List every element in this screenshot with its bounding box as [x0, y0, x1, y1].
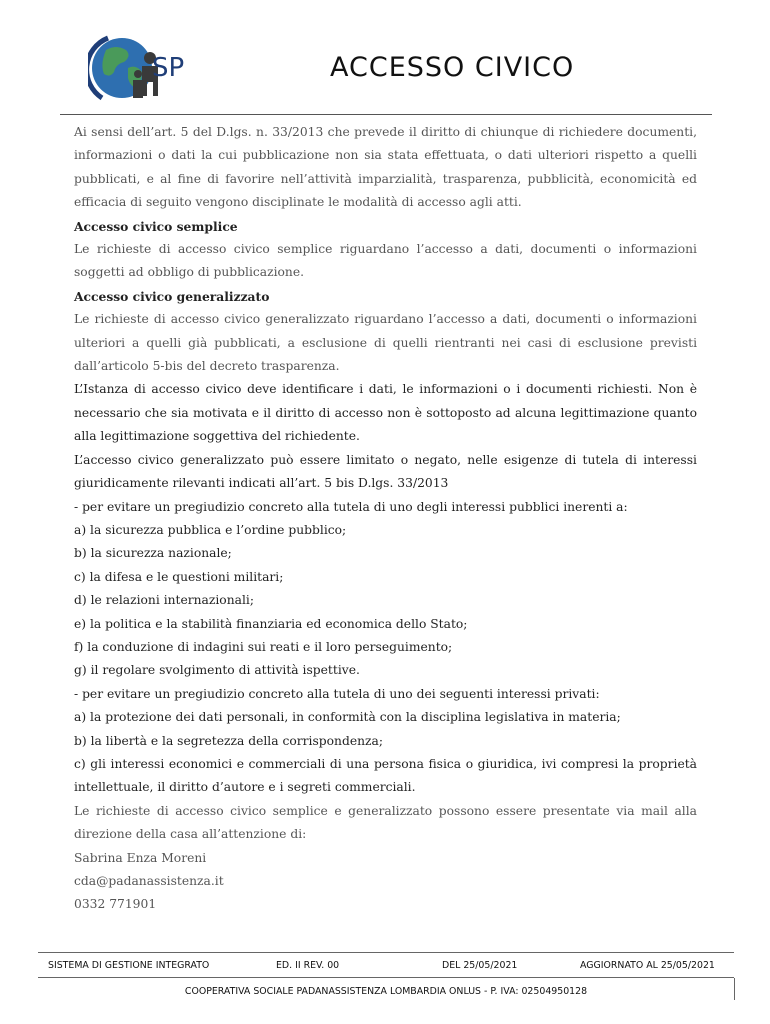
footer-cooperativa	[38, 978, 735, 1000]
logo-text: SP	[152, 53, 185, 83]
footer-edizione: ED. II REV. 00	[276, 960, 340, 971]
intro-paragraph: Ai sensi dell’art. 5 del D.lgs. n. 33/2013 che prevede il diritto di chiunque di richiedere documenti, informazioni o dati la cui pubblicazione non sia stata effettuata, o dati ulteriori rispetto a quelli pubblicati, e al fine di favorire nell’attività imparzialità, trasparenza, pubblicità, economicità ed efficacia di seguito vengono disciplinate le modalità di accesso agli atti.	[74, 125, 697, 210]
list-item: a) la sicurezza pubblica e l’ordine pubblico;	[74, 522, 347, 537]
list-item: c) la difesa e le questioni militari;	[74, 569, 284, 584]
document-title: ACCESSO CIVICO	[330, 52, 575, 83]
paragraph-limitazioni: L’accesso civico generalizzato può essere limitato o negato, nelle esigenze di tutela di interessi giuridicamente rilevanti indicati all’art. 5 bis D.lgs. 33/2013	[74, 452, 697, 491]
list-item: e) la politica e la stabilità finanziaria ed economica dello Stato;	[74, 616, 468, 631]
list-item: c) gli interessi economici e commerciali di una persona fisica o giuridica, ivi compresi la proprietà intellettuale, il diritto d’autore e i segreti commerciali.	[74, 756, 697, 795]
heading-accesso-generalizzato: Accesso civico generalizzato	[74, 288, 270, 304]
footer-cooperativa-text: COOPERATIVA SOCIALE PADANASSISTENZA LOMBARDIA ONLUS - P. IVA: 02504950128	[184, 986, 588, 997]
list-item: b) la sicurezza nazionale;	[74, 546, 232, 561]
footer-sistema: SISTEMA DI GESTIONE INTEGRATO	[48, 960, 210, 971]
paragraph-accesso-semplice: Le richieste di accesso civico semplice riguardano l’accesso a dati, documenti o informazioni soggetti ad obbligo di pubblicazione.	[74, 242, 697, 280]
paragraph-istanza: L’Istanza di accesso civico deve identificare i dati, le informazioni o i documenti richiesti. Non è necessario che sia motivata e il diritto di accesso non è sottoposto ad alcuna legittimazione quanto alla legittimazione soggettiva del richiedente.	[74, 382, 697, 444]
list-item: a) la protezione dei dati personali, in conformità con la disciplina legislativa in materia;	[74, 710, 621, 725]
footer-aggiornato: AGGIORNATO AL 25/05/2021	[580, 960, 715, 971]
contact-name: Sabrina Enza Moreni	[74, 850, 207, 865]
footer-del: DEL 25/05/2021	[442, 960, 518, 971]
paragraph-accesso-generalizzato: Le richieste di accesso civico generalizzato riguardano l’accesso a dati, documenti o informazioni ulteriori a quelli già pubblicati, a esclusione di quelli rientranti nei casi di esclusione previsti dall’articolo 5-bis del decreto trasparenza.	[74, 312, 697, 374]
logo-csp	[88, 28, 198, 106]
list-item: g) il regolare svolgimento di attività ispettive.	[74, 663, 360, 678]
heading-accesso-semplice: Accesso civico semplice	[74, 218, 238, 234]
list-item: d) le relazioni internazionali;	[74, 593, 254, 608]
interessi-privati-intro: - per evitare un pregiudizio concreto alla tutela di uno dei seguenti interessi privati:	[74, 686, 600, 701]
footer-info-bar	[38, 952, 734, 978]
contact-email: cda@padanassistenza.it	[74, 874, 224, 888]
paragraph-presentazione: Le richieste di accesso civico semplice e generalizzato possono essere presentate via mail alla direzione della casa all’attenzione di:	[74, 803, 697, 842]
document-body	[74, 121, 697, 917]
contact-phone: 0332 771901	[74, 897, 157, 912]
interessi-pubblici-intro: - per evitare un pregiudizio concreto alla tutela di uno degli interessi pubblici inerenti a:	[74, 499, 628, 514]
header-divider	[60, 114, 712, 115]
list-item: f) la conduzione di indagini sui reati e il loro perseguimento;	[74, 639, 453, 654]
list-item: b) la libertà e la segretezza della corrispondenza;	[74, 733, 383, 748]
